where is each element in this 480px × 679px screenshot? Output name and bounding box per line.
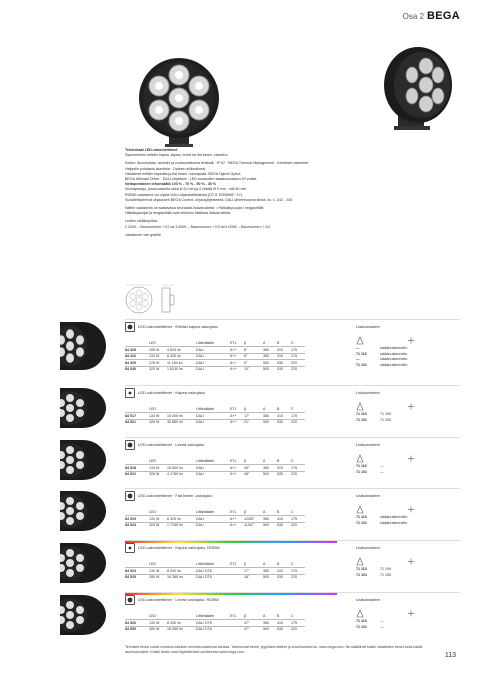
spec-header-cell: C [291,614,294,618]
accessories-header: Lisävarusteet [356,390,380,395]
accessories-header: Lisävarusteet [356,442,380,447]
product-thumbnail [60,543,106,583]
accessories-header: Lisävarusteet [356,324,380,329]
spec-header-cell: ETL [230,459,237,463]
intro-title: Teholokaat LED-valonheittimet [125,148,178,152]
footer-note: Tehnisiet tiedot voivat muuttua kaikkien ominaisuuksiensa kanssa. Tarkemmat tiedot, tyypilliset laitteet ja sovellutukset ks. www.bega.com. Ne sisältävät kaikki valaisinten tiedot sekä kaikki asennusohjeet. Kaikki tiedot ovat käytettävissä osoitteessa www.bega.com. [125,645,423,654]
accessories-header: Lisävarusteet [356,597,380,602]
spec-cell-a: 380 [263,413,277,420]
intro-line: Valaisimen väri grafiitti [125,232,161,237]
rgbw-color-bar [125,541,337,543]
spec-cell-etl: A++ [230,465,244,472]
spec-cell-drv: DALI DT8 [196,620,230,627]
spec-cell-b: 530 [277,360,291,367]
spec-cell-c: 220 [291,522,305,528]
spec-cell-num: 84 521 [125,419,149,425]
brand-logo: BEGA [427,10,460,22]
intro-line: Häikäisysuojat ja rengasritilät ovat erikseen tilattavia lisävarusteita. [125,211,232,216]
section-title: LED-valonheittimet · Leveä valonjako [138,442,205,447]
section-title: LED-valonheittimet · Flat beam -valonjako [138,493,213,498]
spec-cell-num: 84 523 [125,522,149,528]
accessory-number: — [380,469,384,474]
spec-cell-a: 380 [263,347,277,354]
spec-header-cell: LED [149,459,156,463]
accessory-row [356,625,384,631]
spec-header-cell: LED [149,407,156,411]
accessory-row [356,418,391,424]
spec-cell-b: 530 [277,626,291,632]
spec-cell-drv: DALI [196,522,230,528]
accessory-number: — [380,619,384,623]
spec-cell-w: 323 W [149,522,167,528]
spec-header-cell: LED [149,562,156,566]
spec-cell-beta: 9° [244,360,263,367]
beam-pattern-icon [125,388,135,398]
spec-row [125,471,305,477]
spec-header-cell: LED [149,614,156,618]
spec-header-cell: β [244,510,247,514]
spec-cell-beta: 46° [244,471,263,477]
spec-cell-c: 175 [291,568,305,575]
page-number: 113 [444,652,456,659]
spec-cell-b: 530 [277,574,291,580]
spec-cell-a: 380 [263,516,277,523]
spec-cell-c: 175 [291,465,305,472]
spec-cell-w: 134 W [149,465,167,472]
intro-text [125,148,455,238]
section-title: LED-valonheittimet · Leveä valonjako, RGBW [138,597,219,602]
spec-header-cell: β [244,614,247,618]
spec-cell-c: 220 [291,471,305,477]
accessory-number: 71 110 [356,515,367,519]
spec-cell-lm: 1 8130 lm [167,366,196,372]
accessory-number: 71 101 [356,624,367,629]
spec-cell-c: 175 [291,353,305,360]
spec-cell-beta: 18° [244,574,263,580]
accessory-number: sisäänrakennettu [380,351,408,356]
spec-cell-drv: DALI DT8 [196,568,230,575]
spec-cell-drv: DALI [196,347,230,354]
intro-line: Symmetrinen erittäin kapea, kapea, leveä tai flat beam -valoteho [125,153,228,158]
spec-cell-lm: 16 050 lm [167,626,196,632]
section-title: LED-valonheittimet · Kapea valonjako, RGBW [138,545,220,550]
accessory-number: 71 101 [356,572,367,577]
spec-cell-beta: 47° [244,626,263,632]
spec-cell-drv: DALI [196,413,230,420]
spec-header-cell: C [291,459,294,463]
accessory-row [356,573,391,579]
accessory-number: 71 101 [356,417,367,422]
spec-cell-etl: A++ [230,419,244,425]
spec-cell-beta: 17° [244,568,263,575]
spec-cell-b: 410 [277,465,291,472]
product-thumbnail [60,322,106,370]
spec-cell-etl: A++ [230,522,244,528]
spec-cell-lm: 11 180 lm [167,360,196,367]
intro-line: RGBW-valaisimia voi ohjata DALI-ohjauslaitteistolla (DT 8, RGBWAF, XY). [125,192,244,197]
accessories-header: Lisävarusteet [356,493,380,498]
spec-header-cell: ETL [230,614,237,618]
accessory-number: 71 110 [356,351,367,356]
intro-line: Ledien värilämpötila: [125,219,158,224]
spec-cell-lm: 8 340 lm [167,568,196,575]
spec-header-cell: Liitäntälaite [196,614,215,618]
spec-cell-c: 175 [291,620,305,627]
spec-cell-a: 500 [263,522,277,528]
spec-header-cell: LED [149,341,156,345]
accessory-number: 71 110 [356,412,367,416]
spec-cell-b: 410 [277,347,291,354]
spec-row [125,419,305,425]
spec-cell-beta: 8° [244,353,263,360]
product-thumbnail [60,595,106,635]
spec-cell-drv: DALI [196,353,230,360]
spec-cell-drv: DALI [196,465,230,472]
spec-cell-lm: 16 385 lm [167,574,196,580]
spec-cell-num: 84 329 [125,360,149,367]
rgbw-color-bar [125,593,337,595]
accessory-number: 71 110 [356,567,367,571]
spec-cell-num: 84 330 [125,366,149,372]
spec-cell-lm: 1 7150 lm [167,522,196,528]
section-divider [125,385,460,386]
spec-header-cell: β [244,341,247,345]
spec-header-cell: LED [149,510,156,514]
spec-cell-num: 84 526 [125,620,149,627]
hero-luminaire-front-image [125,56,235,151]
spec-cell-b: 530 [277,471,291,477]
spec-row [125,366,305,372]
spec-cell-lm: 8 425 lm [167,516,196,523]
spec-header-cell: A [263,341,266,345]
spec-cell-b: 410 [277,516,291,523]
spec-cell-beta: 11/62° [244,522,263,528]
spec-cell-num: 84 517 [125,413,149,420]
spec-cell-etl [230,574,244,580]
spec-cell-beta: 10° [244,366,263,372]
accessory-row [356,363,407,369]
spec-cell-drv: DALI DT8 [196,626,230,632]
spec-header-cell: A [263,407,266,411]
beam-pattern-icon [125,322,135,332]
accessory-number: sisäänrakennettu [380,362,408,367]
spec-header-cell: Liitäntälaite [196,407,215,411]
spec-table [125,458,305,477]
section-title: LED-valonheittimet · Kapea valonjako [138,390,205,395]
beam-pattern-icon [125,543,135,553]
section-divider [125,488,460,489]
spec-row [125,522,305,528]
spec-table [125,340,305,372]
spec-cell-w: 130 W [149,568,167,575]
spec-header-cell: B [277,341,280,345]
spec-header-cell: C [291,341,294,345]
spec-cell-w: 278 W [149,360,167,367]
spec-cell-etl: A++ [230,413,244,420]
spec-header-cell: A [263,562,266,566]
spec-header-cell: B [277,614,280,618]
intro-line: Näihin valaisimiin on saatavissa seuraavia lisävarusteita: • Häikäisysuojat • rengasritilät [125,206,264,211]
accessory-number: — [380,624,384,629]
spec-cell-a: 500 [263,574,277,580]
spec-header-cell: Liitäntälaite [196,341,215,345]
spec-cell-drv: DALI [196,516,230,523]
spec-cell-lm: 8 335 lm [167,620,196,627]
spec-cell-beta: 17° [244,413,263,420]
spec-cell-beta: 47° [244,620,263,627]
spec-cell-drv: DALI [196,366,230,372]
spec-header-cell: B [277,459,280,463]
spec-cell-c: 175 [291,413,305,420]
section-divider [125,319,460,320]
spec-cell-etl: A++ [230,347,244,354]
spec-cell-c: 220 [291,574,305,580]
intro-line: Kiinnityssarja, jossa kaarella sekä Ø 22 mm ja 2 reikää Ø 9 mm · väli 80 mm [125,187,247,192]
spec-cell-b: 530 [277,522,291,528]
spec-header-cell: B [277,562,280,566]
section-title: LED-valonheittimet · Erittäin kapea valonjako [138,324,218,329]
spec-cell-drv: DALI [196,471,230,477]
spec-header-cell: Liitäntälaite [196,510,215,514]
spec-cell-beta: 21° [244,419,263,425]
spec-cell-b: 530 [277,419,291,425]
accessory-number: 71 110 [356,619,367,623]
spec-cell-b: 410 [277,568,291,575]
spec-cell-a: 500 [263,471,277,477]
spec-header-cell: A [263,510,266,514]
spec-header-cell: β [244,562,247,566]
spec-cell-a: 500 [263,366,277,372]
spec-cell-num: 84 525 [125,574,149,580]
spec-header-cell: A [263,614,266,618]
product-thumbnail [60,440,106,480]
spec-cell-b: 410 [277,413,291,420]
accessory-number: — [356,357,360,361]
spec-header-cell: B [277,407,280,411]
section-divider [125,437,460,438]
accessory-number: — [356,346,360,350]
spec-header-cell: β [244,459,247,463]
spec-cell-lm: 8 435 lm [167,353,196,360]
product-thumbnail [60,388,106,428]
accessory-number: sisäänrakennettu [380,357,408,361]
spec-cell-w: 134 W [149,516,167,523]
spec-header-cell: β [244,407,247,411]
spec-table [125,406,305,425]
spec-cell-lm: 4 615 lm [167,347,196,354]
spec-row [125,574,305,580]
spec-cell-etl: A++ [230,353,244,360]
spec-cell-c: 175 [291,516,305,523]
spec-cell-num: 84 328 [125,347,149,354]
spec-cell-num: 84 530 [125,626,149,632]
intro-line: Nettoportainen tehonsäätö 100 % - 70 % - 50 % - 30 % [125,182,217,187]
intro-line: Kotelo: Alumiinivalu, alumiini ja ruostumattomia teräksiä · IP 67 · BEGA Thermal Management · Kierteiset rakenteet [125,161,309,166]
spec-cell-w: 323 W [149,366,167,372]
spec-cell-num: 84 416 [125,353,149,360]
spec-cell-num: 84 519 [125,516,149,523]
accessory-number: 71 101 [356,362,367,367]
spec-header-cell: Liitäntälaite [196,562,215,566]
intro-line: Suositeltavimmat ohjauksen BEGA Control -ohjausjärjestelmä. DALI-yhteensopiva tiedot, ks. s. 242 - 245. [125,197,293,202]
spec-cell-beta: 45° [244,465,263,472]
intro-line: 2 200K – Bauenumero + K2 tai 3 000K – Bauenumero + K3 tai 4 000K – Bauenumero + K4 [125,224,270,229]
accessory-number: 71 101 [356,520,367,525]
spec-cell-w: 134 W [149,413,167,420]
spec-table [125,613,305,632]
accessory-number: 71 101 [356,469,367,474]
spec-cell-drv: DALI [196,419,230,425]
spec-cell-beta: 8° [244,347,263,354]
accessory-number: sisäänrakennettu [380,520,408,525]
accessory-row [356,470,384,476]
spec-cell-etl: A++ [230,366,244,372]
spec-cell-etl: A++ [230,471,244,477]
spec-header-cell: C [291,510,294,514]
accessory-number: sisäänrakennettu [380,346,408,350]
spec-cell-a: 380 [263,465,277,472]
accessory-number: 71 109 [380,567,391,571]
spec-header-cell: ETL [230,407,237,411]
accessory-number: 71 109 [380,412,391,416]
spec-cell-b: 410 [277,620,291,627]
spec-cell-num: 84 518 [125,465,149,472]
accessory-number: 71 110 [356,464,367,468]
spec-cell-w: 130 W [149,620,167,627]
spec-cell-w: 108 W [149,347,167,354]
spec-table [125,509,305,528]
spec-cell-w: 134 W [149,353,167,360]
spec-cell-lm: 15 500 lm [167,465,196,472]
accessory-number: 71 105 [380,572,391,577]
spec-cell-a: 380 [263,620,277,627]
spec-cell-etl [230,626,244,632]
page-header [403,10,460,22]
spec-cell-a: 500 [263,360,277,367]
spec-cell-c: 220 [291,366,305,372]
spec-cell-lm: 15 005 lm [167,413,196,420]
spec-cell-a: 500 [263,626,277,632]
beam-pattern-icon [125,491,135,501]
spec-cell-w: 326 W [149,419,167,425]
accessories-header: Lisävarusteet [356,545,380,550]
hero-luminaire-side-image [370,40,460,140]
spec-cell-b: 530 [277,366,291,372]
spec-cell-w: 280 W [149,574,167,580]
spec-cell-b: 410 [277,353,291,360]
spec-header-cell: C [291,562,294,566]
spec-cell-c: 220 [291,626,305,632]
spec-header-cell: B [277,510,280,514]
spec-cell-w: 280 W [149,626,167,632]
beam-pattern-icon [125,595,135,605]
spec-cell-lm: 4 1780 lm [167,471,196,477]
intro-line: Heijastin puhdasta alumiinia · Optinen silikonilinssi [125,166,206,171]
intro-line: Valaisimet erittäin kapealla ja flat beam -valonjaolla: BEGA Hybrid Optics [125,171,241,176]
accessory-number: 71 105 [380,417,391,422]
section-label: Osa 2 [402,12,425,21]
spec-header-cell: A [263,459,266,463]
spec-cell-a: 380 [263,568,277,575]
spec-header-cell: Liitäntälaite [196,459,215,463]
spec-header-cell: ETL [230,562,237,566]
beam-pattern-icon [125,440,135,450]
spec-cell-drv: DALI DT8 [196,574,230,580]
intro-line: BEGA Ultimate Driver · DALI-ohjattava · LED-moduulien saatavuustakuu 20 vuotta [125,177,257,182]
accessory-number: sisäänrakennettu [380,515,408,519]
spec-cell-w: 328 W [149,471,167,477]
spec-cell-a: 380 [263,353,277,360]
spec-header-cell: C [291,407,294,411]
spec-cell-beta: 12/55° [244,516,263,523]
spec-cell-drv: DALI [196,360,230,367]
spec-header-cell: ETL [230,341,237,345]
spec-cell-num: 84 524 [125,568,149,575]
accessory-row [356,521,407,527]
spec-cell-c: 175 [291,347,305,354]
spec-cell-num: 84 522 [125,471,149,477]
spec-table [125,561,305,580]
spec-cell-c: 220 [291,419,305,425]
spec-cell-c: 220 [291,360,305,367]
product-thumbnail [60,491,106,531]
spec-cell-a: 500 [263,419,277,425]
spec-row [125,626,305,632]
spec-header-cell: ETL [230,510,237,514]
spec-cell-etl: A++ [230,516,244,523]
spec-cell-lm: 40 880 lm [167,419,196,425]
spec-cell-etl: A++ [230,360,244,367]
accessory-number: — [380,464,384,468]
dimension-drawing [122,283,182,315]
